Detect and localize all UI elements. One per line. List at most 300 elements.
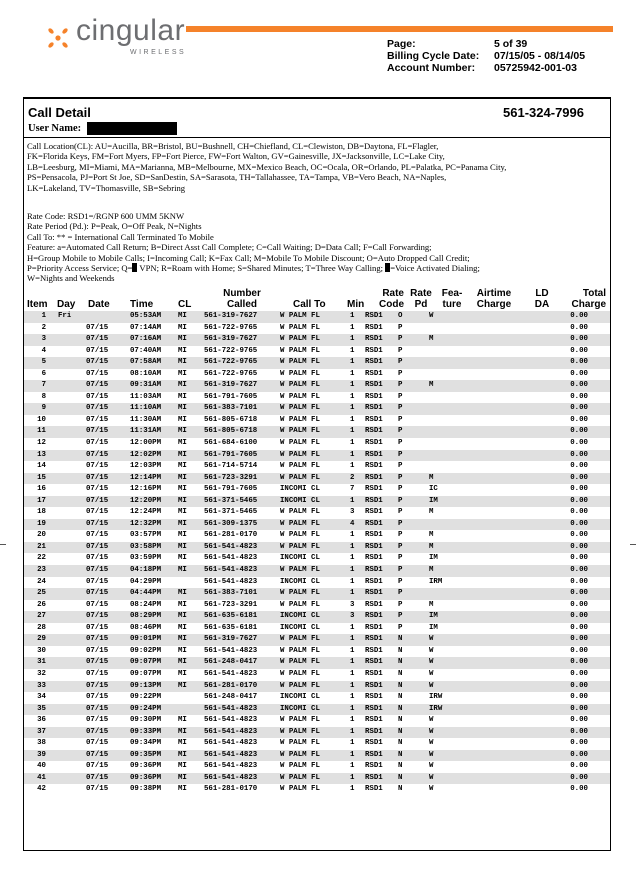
cell-call-to: W PALM FL: [280, 762, 320, 771]
cell-rate-code: RSD1: [365, 577, 383, 586]
cell-rate-code: RSD1: [365, 358, 383, 367]
table-row: [24, 392, 610, 404]
table-row: [24, 727, 610, 739]
cell-min: 1: [350, 577, 355, 586]
cell-rate-pd: N: [398, 785, 403, 794]
cell-number: 561-383-7101: [204, 404, 258, 413]
cell-time: 07:16AM: [130, 335, 162, 344]
col-item: Item: [27, 299, 48, 310]
cell-min: 1: [350, 450, 355, 459]
cell-number: 561-541-4823: [204, 773, 258, 782]
cell-rate-pd: P: [398, 404, 403, 413]
cell-time: 08:29PM: [130, 612, 162, 621]
cell-feature: W: [429, 635, 434, 644]
cell-call-to: W PALM FL: [280, 427, 320, 436]
cell-rate-pd: P: [398, 623, 403, 632]
cell-min: 1: [350, 704, 355, 713]
cell-min: 1: [350, 623, 355, 632]
cell-total: 0.00: [570, 762, 588, 771]
cell-item: 9: [41, 404, 46, 413]
cell-call-to: W PALM FL: [280, 727, 320, 736]
cell-rate-code: RSD1: [365, 519, 383, 528]
cell-rate-pd: N: [398, 750, 403, 759]
cell-date: 07/15: [86, 693, 109, 702]
cell-date: 07/15: [86, 496, 109, 505]
cell-number: 561-723-3291: [204, 473, 258, 482]
cell-call-to: W PALM FL: [280, 462, 320, 471]
cell-rate-code: RSD1: [365, 415, 383, 424]
page-label: Page:: [387, 38, 416, 50]
cell-call-to: W PALM FL: [280, 358, 320, 367]
cell-date: 07/15: [86, 554, 109, 563]
cell-number: 561-805-6718: [204, 415, 258, 424]
cell-rate-code: RSD1: [365, 589, 383, 598]
table-row: [24, 761, 610, 773]
cell-cl: MI: [178, 323, 187, 332]
cell-item: 8: [41, 392, 46, 401]
cell-time: 09:36PM: [130, 773, 162, 782]
cell-min: 7: [350, 485, 355, 494]
cell-date: 07/15: [86, 381, 109, 390]
cell-cl: MI: [178, 427, 187, 436]
cell-feature: W: [429, 785, 434, 794]
cell-cl: MI: [178, 415, 187, 424]
cell-cl: MI: [178, 381, 187, 390]
cell-item: 34: [37, 693, 46, 702]
cell-item: 21: [37, 542, 46, 551]
table-row: [24, 784, 610, 796]
cell-min: 1: [350, 785, 355, 794]
cell-feature: M: [429, 542, 434, 551]
col-air-1: Airtime: [476, 288, 512, 299]
cell-call-to: W PALM FL: [280, 369, 320, 378]
cell-rate-pd: P: [398, 600, 403, 609]
cell-number: 561-309-1375: [204, 519, 258, 528]
cell-rate-code: RSD1: [365, 485, 383, 494]
cell-total: 0.00: [570, 577, 588, 586]
cell-cl: MI: [178, 531, 187, 540]
cell-rate-code: RSD1: [365, 727, 383, 736]
cell-min: 1: [350, 635, 355, 644]
col-rate-code: [374, 288, 404, 310]
table-row: [24, 773, 610, 785]
cell-item: 23: [37, 566, 46, 575]
cell-rate-code: RSD1: [365, 704, 383, 713]
cell-rate-code: RSD1: [365, 635, 383, 644]
cell-total: 0.00: [570, 508, 588, 517]
cell-total: 0.00: [570, 612, 588, 621]
cell-rate-code: RSD1: [365, 439, 383, 448]
cell-total: 0.00: [570, 392, 588, 401]
table-row: [24, 588, 610, 600]
table-row: [24, 681, 610, 693]
cell-total: 0.00: [570, 485, 588, 494]
cell-rate-code: RSD1: [365, 462, 383, 471]
cell-rate-code: RSD1: [365, 427, 383, 436]
cell-feature: M: [429, 531, 434, 540]
legend-line: PS=Pensacola, PJ=Port St Joe, SD=SanDestin, SA=Sarasota, TH=Tallahassee, TA=Tampa, VB=Vero Beach, NA=Naples,: [27, 172, 447, 183]
cell-number: 561-714-5714: [204, 462, 258, 471]
cell-min: 1: [350, 323, 355, 332]
col-air-2: Charge: [476, 299, 512, 310]
cell-total: 0.00: [570, 358, 588, 367]
right-margin-mark: [630, 544, 636, 545]
cell-rate-pd: N: [398, 693, 403, 702]
account-label: Account Number:: [387, 62, 476, 74]
col-number-2: Called: [226, 299, 257, 310]
cell-total: 0.00: [570, 473, 588, 482]
cell-rate-pd: P: [398, 358, 403, 367]
cell-feature: IRW: [429, 704, 443, 713]
cell-number: 561-635-6181: [204, 623, 258, 632]
table-row: [24, 369, 610, 381]
legend-line: LB=Leesburg, MI=Miami, MA=Marianna, MB=Melbourne, MX=Mexico Beach, OC=Ocala, OR=Orlando, PL=Palatka, PC=Panama City,: [27, 161, 507, 172]
cell-date: 07/15: [86, 750, 109, 759]
cell-time: 04:29PM: [130, 577, 162, 586]
cell-call-to: W PALM FL: [280, 716, 320, 725]
cell-date: 07/15: [86, 635, 109, 644]
col-rate-pd: [408, 288, 434, 310]
cell-min: 1: [350, 773, 355, 782]
cell-item: 41: [37, 773, 46, 782]
cell-date: 07/15: [86, 508, 109, 517]
cell-min: 1: [350, 369, 355, 378]
cell-min: 1: [350, 392, 355, 401]
cell-call-to: W PALM FL: [280, 773, 320, 782]
cell-rate-code: RSD1: [365, 531, 383, 540]
cell-cl: MI: [178, 312, 187, 320]
table-row: [24, 484, 610, 496]
cell-rate-code: RSD1: [365, 369, 383, 378]
cell-time: 09:07PM: [130, 669, 162, 678]
col-number-1: Number: [223, 288, 261, 299]
cell-total: 0.00: [570, 785, 588, 794]
cell-item: 30: [37, 646, 46, 655]
cell-rate-code: RSD1: [365, 346, 383, 355]
col-feature: [438, 288, 466, 310]
cell-rate-pd: P: [398, 566, 403, 575]
cell-number: 561-319-7627: [204, 335, 258, 344]
cell-time: 11:30AM: [130, 415, 162, 424]
cell-time: 07:14AM: [130, 323, 162, 332]
cell-time: 12:14PM: [130, 473, 162, 482]
cell-number: 561-541-4823: [204, 716, 258, 725]
header-accent-bar: [186, 26, 613, 32]
cell-rate-code: RSD1: [365, 473, 383, 482]
call-detail-section: [23, 97, 611, 851]
cell-rate-pd: P: [398, 589, 403, 598]
cell-call-to: W PALM FL: [280, 739, 320, 748]
cell-number: 561-791-7605: [204, 485, 258, 494]
cell-feature: W: [429, 312, 434, 320]
cell-call-to: INCOMI CL: [280, 496, 320, 505]
table-row: [24, 438, 610, 450]
cell-number: 561-541-4823: [204, 542, 258, 551]
cell-rate-pd: O: [398, 312, 403, 320]
cell-item: 15: [37, 473, 46, 482]
cell-total: 0.00: [570, 716, 588, 725]
cell-call-to: INCOMI CL: [280, 554, 320, 563]
cell-call-to: W PALM FL: [280, 785, 320, 794]
cell-rate-pd: N: [398, 635, 403, 644]
col-ld-da: [532, 288, 552, 310]
cell-time: 09:07PM: [130, 658, 162, 667]
cell-total: 0.00: [570, 312, 588, 320]
cell-call-to: W PALM FL: [280, 450, 320, 459]
cell-item: 4: [41, 346, 46, 355]
cell-cl: MI: [178, 554, 187, 563]
cell-total: 0.00: [570, 323, 588, 332]
cell-date: 07/15: [86, 415, 109, 424]
cell-time: 12:00PM: [130, 439, 162, 448]
col-total: [564, 288, 606, 310]
cell-call-to: W PALM FL: [280, 635, 320, 644]
cell-number: 561-371-5465: [204, 508, 258, 517]
cell-item: 24: [37, 577, 46, 586]
page-value: 5 of 39: [494, 38, 528, 50]
legend-line: Call Location(CL): AU=Aucilla, BR=Bristol, BU=Bushnell, CH=Chiefland, CL=Clewiston, DB=Daytona, FL=Flagler,: [27, 141, 439, 151]
cell-time: 09:01PM: [130, 635, 162, 644]
cell-call-to: W PALM FL: [280, 658, 320, 667]
cell-date: 07/15: [86, 335, 109, 344]
cell-rate-pd: P: [398, 462, 403, 471]
cell-feature: W: [429, 669, 434, 678]
cell-cl: MI: [178, 762, 187, 771]
cell-cl: MI: [178, 739, 187, 748]
cell-total: 0.00: [570, 623, 588, 632]
cell-min: 3: [350, 600, 355, 609]
cell-number: 561-248-0417: [204, 658, 258, 667]
cell-call-to: W PALM FL: [280, 542, 320, 551]
cell-call-to: W PALM FL: [280, 750, 320, 759]
cell-rate-code: RSD1: [365, 392, 383, 401]
cell-date: 07/15: [86, 369, 109, 378]
cell-date: 07/15: [86, 681, 109, 690]
cell-number: 561-723-3291: [204, 600, 258, 609]
cell-item: 26: [37, 600, 46, 609]
cell-rate-pd: P: [398, 369, 403, 378]
cell-feature: M: [429, 381, 434, 390]
table-row: [24, 311, 610, 323]
cell-feature: W: [429, 739, 434, 748]
cell-call-to: W PALM FL: [280, 346, 320, 355]
cell-item: 39: [37, 750, 46, 759]
table-row: [24, 323, 610, 335]
cell-call-to: W PALM FL: [280, 681, 320, 690]
cell-time: 03:58PM: [130, 542, 162, 551]
cell-total: 0.00: [570, 773, 588, 782]
cell-number: 561-541-4823: [204, 669, 258, 678]
cell-number: 561-722-9765: [204, 346, 258, 355]
cell-rate-pd: P: [398, 612, 403, 621]
cell-time: 09:13PM: [130, 681, 162, 690]
cell-total: 0.00: [570, 450, 588, 459]
legend-line: FK=Florida Keys, FM=Fort Myers, FP=Fort Pierce, FW=Fort Walton, GV=Gainesville, JX=Jacksonville, LC=Lake City,: [27, 151, 445, 162]
cell-min: 1: [350, 335, 355, 344]
cell-rate-pd: N: [398, 669, 403, 678]
call-location-legend: [27, 141, 607, 193]
cell-number: 561-541-4823: [204, 566, 258, 575]
cell-rate-code: RSD1: [365, 566, 383, 575]
cell-min: 1: [350, 716, 355, 725]
cell-call-to: W PALM FL: [280, 439, 320, 448]
cell-date: 07/15: [86, 785, 109, 794]
cell-call-to: W PALM FL: [280, 566, 320, 575]
feature-line: W=Nights and Weekends: [27, 273, 115, 284]
cell-call-to: INCOMI CL: [280, 485, 320, 494]
cell-cl: MI: [178, 623, 187, 632]
cell-cl: MI: [178, 404, 187, 413]
cell-item: 36: [37, 716, 46, 725]
call-to-line: Call To: ** = International Call Terminated To Mobile: [27, 231, 214, 242]
cell-total: 0.00: [570, 727, 588, 736]
cycle-value: 07/15/05 - 08/14/05: [494, 50, 586, 62]
cell-call-to: W PALM FL: [280, 589, 320, 598]
cell-feature: M: [429, 508, 434, 517]
cell-item: 14: [37, 462, 46, 471]
col-ld-2: DA: [534, 299, 550, 310]
cell-number: 561-281-0170: [204, 681, 258, 690]
cell-cl: MI: [178, 508, 187, 517]
cell-date: 07/15: [86, 646, 109, 655]
cell-date: 07/15: [86, 704, 109, 713]
table-row: [24, 669, 610, 681]
cell-rate-code: RSD1: [365, 335, 383, 344]
cell-total: 0.00: [570, 589, 588, 598]
cell-total: 0.00: [570, 381, 588, 390]
cell-call-to: W PALM FL: [280, 392, 320, 401]
cell-rate-pd: P: [398, 439, 403, 448]
cell-date: 07/15: [86, 773, 109, 782]
cell-call-to: W PALM FL: [280, 404, 320, 413]
cell-feature: IRM: [429, 577, 443, 586]
cell-total: 0.00: [570, 369, 588, 378]
cell-cl: MI: [178, 785, 187, 794]
cell-rate-code: RSD1: [365, 773, 383, 782]
cell-rate-code: RSD1: [365, 646, 383, 655]
cell-cl: MI: [178, 681, 187, 690]
cell-item: 37: [37, 727, 46, 736]
cell-rate-pd: P: [398, 346, 403, 355]
cell-item: 19: [37, 519, 46, 528]
cell-date: 07/15: [86, 589, 109, 598]
cell-min: 1: [350, 566, 355, 575]
table-row: [24, 553, 610, 565]
cell-rate-code: RSD1: [365, 381, 383, 390]
cell-feature: W: [429, 716, 434, 725]
table-row: [24, 450, 610, 462]
cell-item: 42: [37, 785, 46, 794]
cell-cl: MI: [178, 473, 187, 482]
cell-total: 0.00: [570, 739, 588, 748]
cell-min: 1: [350, 739, 355, 748]
user-name-label: User Name:: [28, 123, 82, 134]
brand-sub: WIRELESS: [130, 49, 187, 56]
cell-call-to: INCOMI CL: [280, 577, 320, 586]
col-number-called: [210, 288, 274, 310]
cell-call-to: W PALM FL: [280, 669, 320, 678]
cell-number: 561-684-6100: [204, 439, 258, 448]
cell-rate-code: RSD1: [365, 658, 383, 667]
cell-rate-pd: P: [398, 577, 403, 586]
section-phone: 561-324-7996: [503, 105, 584, 120]
cell-rate-pd: N: [398, 716, 403, 725]
cell-rate-code: RSD1: [365, 612, 383, 621]
table-row: [24, 473, 610, 485]
table-row: [24, 415, 610, 427]
col-ld-1: LD: [535, 288, 549, 299]
cell-call-to: W PALM FL: [280, 335, 320, 344]
table-row: [24, 461, 610, 473]
cell-feature: W: [429, 658, 434, 667]
table-row: [24, 530, 610, 542]
cell-rate-pd: N: [398, 773, 403, 782]
cell-cl: MI: [178, 542, 187, 551]
cell-feature: W: [429, 646, 434, 655]
cell-rate-code: RSD1: [365, 554, 383, 563]
cell-item: 18: [37, 508, 46, 517]
cell-rate-pd: N: [398, 658, 403, 667]
table-body: [24, 311, 610, 796]
cell-date: 07/15: [86, 727, 109, 736]
cell-total: 0.00: [570, 635, 588, 644]
cell-min: 1: [350, 358, 355, 367]
cell-cl: MI: [178, 496, 187, 505]
cell-total: 0.00: [570, 462, 588, 471]
col-time: Time: [130, 299, 154, 310]
cell-date: 07/15: [86, 716, 109, 725]
table-row: [24, 565, 610, 577]
cell-min: 1: [350, 312, 355, 320]
cell-date: 07/15: [86, 439, 109, 448]
cell-feature: IM: [429, 612, 438, 621]
cell-total: 0.00: [570, 600, 588, 609]
cell-rate-pd: N: [398, 727, 403, 736]
cell-item: 28: [37, 623, 46, 632]
cell-time: 11:31AM: [130, 427, 162, 436]
cell-min: 1: [350, 531, 355, 540]
cell-number: 561-722-9765: [204, 323, 258, 332]
cell-date: 07/15: [86, 542, 109, 551]
cell-cl: MI: [178, 589, 187, 598]
cell-date: 07/15: [86, 462, 109, 471]
table-row: [24, 403, 610, 415]
cell-cl: MI: [178, 369, 187, 378]
section-title: Call Detail: [28, 105, 91, 120]
col-day: Day: [57, 299, 76, 310]
table-row: [24, 496, 610, 508]
cell-min: 2: [350, 473, 355, 482]
cell-time: 09:36PM: [130, 762, 162, 771]
cell-call-to: INCOMI CL: [280, 623, 320, 632]
cell-number: 561-248-0417: [204, 693, 258, 702]
cell-date: 07/15: [86, 427, 109, 436]
table-header: [24, 287, 610, 311]
cell-rate-pd: N: [398, 681, 403, 690]
cell-rate-pd: P: [398, 415, 403, 424]
cell-rate-pd: P: [398, 531, 403, 540]
cell-call-to: W PALM FL: [280, 600, 320, 609]
cell-total: 0.00: [570, 439, 588, 448]
cell-call-to: W PALM FL: [280, 531, 320, 540]
feature-line: H=Group Mobile to Mobile Calls; I=Incoming Call; K=Fax Call; M=Mobile To Mobile Discount; O=Auto Dropped Call Credit;: [27, 252, 470, 263]
cell-call-to: W PALM FL: [280, 415, 320, 424]
cell-number: 561-319-7627: [204, 635, 258, 644]
cell-item: 25: [37, 589, 46, 598]
cell-number: 561-805-6718: [204, 427, 258, 436]
cell-time: 09:02PM: [130, 646, 162, 655]
cell-feature: W: [429, 773, 434, 782]
